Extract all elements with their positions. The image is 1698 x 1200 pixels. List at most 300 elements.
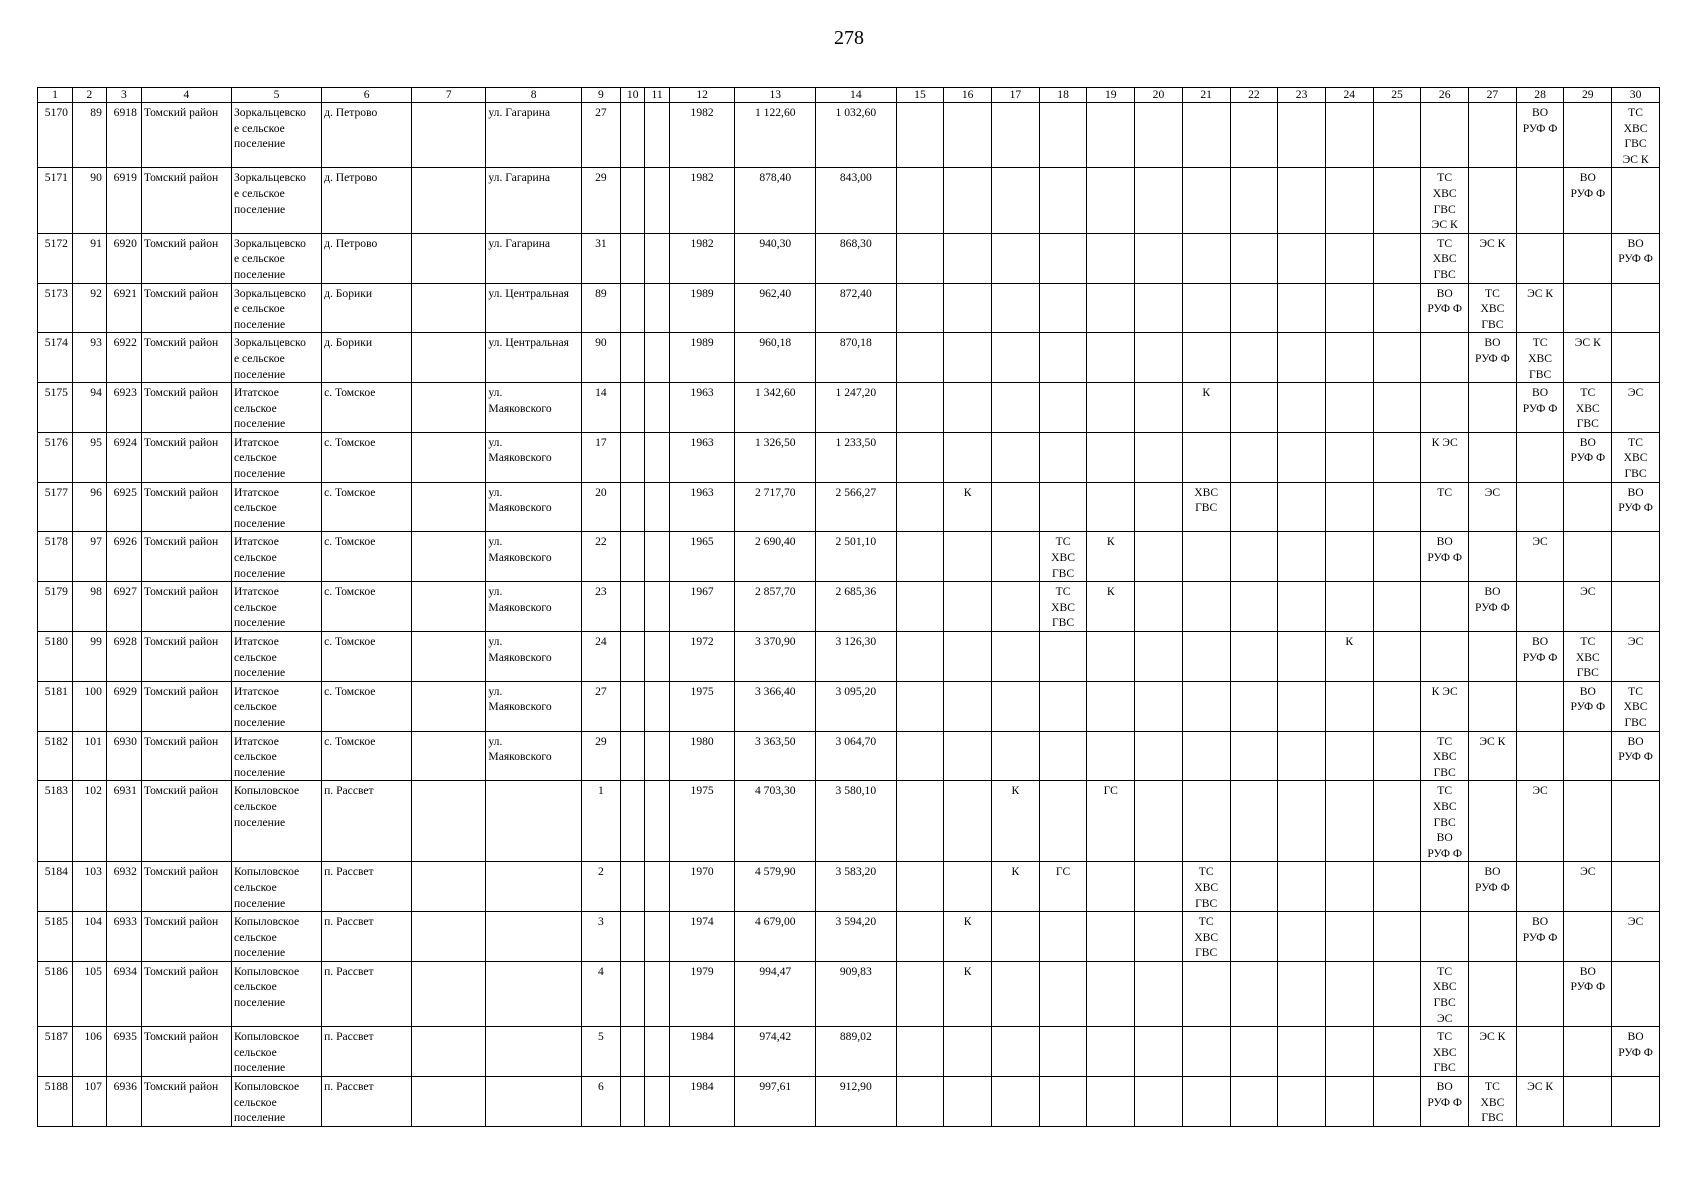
cell-col-14: 1 247,20 [816,383,897,433]
cell-col-24 [1325,532,1373,582]
cell-col-30 [1612,582,1660,632]
cell-col-7 [412,333,486,383]
cell-col-22 [1230,532,1278,582]
cell-line: ТС [1437,171,1453,185]
cell-col-2: 100 [72,681,106,731]
cell-col-2: 92 [72,283,106,333]
cell-col-26 [1421,168,1469,233]
cell-col-13: 1 342,60 [735,383,816,433]
cell-col-4: Томский район [141,632,231,682]
cell-col-26 [1421,1077,1469,1127]
cell-line: сельское [233,551,277,565]
cell-col-16 [944,582,992,632]
cell-col-15 [896,168,944,233]
cell-col-18 [1039,383,1087,433]
cell-col-24 [1325,168,1373,233]
cell-line: ул. Гагарина [488,106,551,119]
cell-line: сельское [233,700,277,714]
cell-col-30 [1612,681,1660,731]
cell-col-30 [1612,532,1660,582]
cell-col-18 [1039,532,1087,582]
cell-col-7 [412,582,486,632]
cell-col-25 [1373,731,1421,781]
cell-col-7 [412,912,486,962]
cell-col-10 [621,912,645,962]
cell-line: ГВС [1624,467,1647,481]
cell-col-22 [1230,103,1278,168]
cell-line: РУФ Ф [1475,880,1510,894]
cell-col-6: д. Петрово [322,233,412,283]
cell-col-24 [1325,582,1373,632]
cell-col-28 [1516,681,1564,731]
cell-col-21 [1182,383,1230,433]
column-header-16: 16 [944,88,992,103]
cell-col-3: 6920 [106,233,141,283]
cell-col-10 [621,681,645,731]
cell-col-27 [1469,912,1517,962]
cell-line: ГВС [1433,1061,1456,1075]
cell-col-23 [1278,862,1326,912]
cell-line: ГВС [1195,896,1218,910]
cell-col-15 [896,731,944,781]
cell-col-7 [412,1077,486,1127]
cell-line: РУФ Ф [1570,700,1606,714]
cell-col-5 [231,731,321,781]
cell-col-8 [486,283,581,333]
cell-col-30 [1612,168,1660,233]
cell-col-28 [1516,103,1564,168]
cell-line: ул. Гагарина [488,171,551,185]
table-row [38,781,1660,862]
cell-col-30 [1612,731,1660,781]
cell-col-1: 5174 [38,333,73,383]
cell-col-8 [486,961,581,1026]
cell-col-25 [1373,383,1421,433]
cell-col-17 [992,383,1040,433]
cell-col-6: п. Рассвет [322,961,412,1026]
cell-col-2: 93 [72,333,106,383]
cell-col-8 [486,912,581,962]
cell-line: ТС [1437,1030,1453,1044]
cell-col-14: 909,83 [816,961,897,1026]
cell-col-16 [944,233,992,283]
table-row [38,532,1660,582]
cell-col-16 [944,383,992,433]
cell-col-12: 1975 [669,781,735,862]
cell-col-9: 20 [581,482,620,532]
cell-col-8 [486,781,581,862]
cell-col-21 [1182,961,1230,1026]
cell-line: е сельское [233,351,285,365]
table-row [38,168,1660,233]
cell-col-21 [1182,532,1230,582]
cell-line: ЭС К [1479,1030,1506,1044]
cell-col-22 [1230,731,1278,781]
cell-col-7 [412,482,486,532]
cell-line: РУФ Ф [1618,501,1653,515]
cell-col-24 [1325,912,1373,962]
cell-col-14: 1 233,50 [816,432,897,482]
cell-line: РУФ Ф [1522,401,1558,415]
cell-col-22 [1230,632,1278,682]
cell-col-19 [1087,632,1135,682]
cell-col-11 [645,283,669,333]
cell-line: Маяковского [488,600,552,614]
cell-col-5 [231,333,321,383]
cell-col-11 [645,781,669,862]
cell-line: ХВС [1480,302,1505,316]
cell-col-13: 2 717,70 [735,482,816,532]
cell-col-30 [1612,862,1660,912]
cell-line: ВО [1484,585,1501,599]
cell-col-14: 3 095,20 [816,681,897,731]
cell-col-28 [1516,283,1564,333]
cell-col-9: 17 [581,432,620,482]
cell-col-23 [1278,961,1326,1026]
cell-col-4: Томский район [141,1027,231,1077]
cell-col-28 [1516,333,1564,383]
cell-col-11 [645,632,669,682]
cell-col-1: 5183 [38,781,73,862]
cell-col-2: 103 [72,862,106,912]
table-row [38,582,1660,632]
cell-col-4: Томский район [141,862,231,912]
cell-col-11 [645,1077,669,1127]
cell-col-15 [896,383,944,433]
cell-line: сельское [233,451,277,465]
cell-line: ХВС [1432,252,1457,266]
cell-col-3: 6928 [106,632,141,682]
cell-col-22 [1230,681,1278,731]
cell-line: поселение [233,317,286,331]
column-header-3: 3 [106,88,141,103]
cell-line: ТС [1580,386,1596,400]
cell-col-18 [1039,103,1087,168]
cell-col-4: Томский район [141,383,231,433]
cell-col-6: п. Рассвет [322,1027,412,1077]
cell-col-22 [1230,1077,1278,1127]
cell-line: ХВС [1623,451,1648,465]
cell-col-25 [1373,961,1421,1026]
cell-col-17 [992,781,1040,862]
cell-line: ГВС [1576,417,1599,431]
cell-col-21 [1182,283,1230,333]
cell-col-8 [486,862,581,912]
cell-col-14: 889,02 [816,1027,897,1077]
cell-col-14: 2 501,10 [816,532,897,582]
cell-col-16 [944,632,992,682]
cell-line: Копыловское [233,865,300,879]
table-row [38,283,1660,333]
cell-line: ул. [488,585,503,599]
cell-col-1: 5181 [38,681,73,731]
cell-line: ВО [1627,485,1644,499]
cell-col-16 [944,731,992,781]
cell-line: Итатское [233,535,279,549]
cell-col-26 [1421,862,1469,912]
cell-col-15 [896,781,944,862]
cell-col-11 [645,681,669,731]
cell-line: ХВС [1051,600,1075,614]
cell-col-3: 6929 [106,681,141,731]
column-header-17: 17 [992,88,1040,103]
cell-col-12: 1984 [669,1077,735,1127]
cell-col-25 [1373,233,1421,283]
cell-line: ТС [1437,734,1453,748]
cell-col-15 [896,1027,944,1077]
cell-col-25 [1373,1077,1421,1127]
cell-line: Маяковского [488,451,552,465]
cell-col-5 [231,781,321,862]
cell-col-20 [1135,532,1183,582]
cell-col-9: 14 [581,383,620,433]
cell-col-24 [1325,1027,1373,1077]
cell-col-22 [1230,961,1278,1026]
cell-line: ГВС [1576,666,1599,680]
cell-col-1: 5187 [38,1027,73,1077]
cell-col-18 [1039,1077,1087,1127]
cell-col-18 [1039,283,1087,333]
cell-line: ХВС [1432,186,1457,200]
cell-col-13: 940,30 [735,233,816,283]
cell-col-23 [1278,632,1326,682]
cell-line: поселение [233,367,286,381]
cell-col-7 [412,283,486,333]
cell-col-14: 870,18 [816,333,897,383]
cell-col-22 [1230,233,1278,283]
cell-col-20 [1135,961,1183,1026]
cell-line: ВО [1627,734,1644,748]
cell-col-16 [944,432,992,482]
cell-col-27 [1469,432,1517,482]
cell-line: поселение [233,1061,286,1075]
cell-col-21 [1182,233,1230,283]
cell-col-11 [645,961,669,1026]
cell-col-7 [412,862,486,912]
column-header-19: 19 [1087,88,1135,103]
cell-col-15 [896,681,944,731]
cell-col-22 [1230,862,1278,912]
cell-col-20 [1135,912,1183,962]
cell-col-3: 6936 [106,1077,141,1127]
cell-col-19 [1087,681,1135,731]
cell-col-27 [1469,233,1517,283]
cell-col-16 [944,912,992,962]
cell-col-8 [486,731,581,781]
cell-col-5 [231,912,321,962]
cell-col-12: 1974 [669,912,735,962]
cell-col-6: с. Томское [322,432,412,482]
cell-col-26 [1421,383,1469,433]
cell-col-14: 2 566,27 [816,482,897,532]
cell-col-3: 6933 [106,912,141,962]
cell-col-4: Томский район [141,333,231,383]
cell-col-16 [944,482,992,532]
cell-col-15 [896,912,944,962]
cell-col-2: 101 [72,731,106,781]
cell-line: ЭС К [1431,218,1458,232]
cell-col-30 [1612,1077,1660,1127]
cell-line: Зоркальцевско [233,286,306,300]
cell-col-20 [1135,781,1183,862]
cell-col-17 [992,681,1040,731]
cell-col-30 [1612,912,1660,962]
cell-line: ул. [488,435,503,449]
cell-line: сельское [233,1095,277,1109]
cell-col-18 [1039,432,1087,482]
table-row [38,912,1660,962]
cell-line: поселение [233,566,286,580]
cell-col-14: 843,00 [816,168,897,233]
cell-line: ул. Центральная [488,286,569,300]
cell-col-20 [1135,582,1183,632]
cell-col-13: 1 326,50 [735,432,816,482]
cell-col-5 [231,482,321,532]
cell-col-5 [231,1077,321,1127]
cell-col-27 [1469,283,1517,333]
cell-col-22 [1230,283,1278,333]
cell-col-15 [896,233,944,283]
cell-col-16 [944,862,992,912]
cell-col-12: 1982 [669,233,735,283]
cell-col-13: 974,42 [735,1027,816,1077]
cell-col-2: 91 [72,233,106,283]
cell-col-23 [1278,482,1326,532]
cell-col-4: Томский район [141,482,231,532]
cell-col-21 [1182,333,1230,383]
cell-line: Маяковского [488,551,552,565]
cell-col-9: 2 [581,862,620,912]
cell-col-27 [1469,168,1517,233]
cell-col-21 [1182,1077,1230,1127]
cell-line: ГВС [1624,715,1647,729]
cell-line: ул. [488,635,503,648]
cell-col-22 [1230,333,1278,383]
cell-col-26 [1421,912,1469,962]
cell-line: Копыловское [233,1030,300,1044]
cell-col-9: 29 [581,731,620,781]
cell-col-28 [1516,532,1564,582]
cell-col-18 [1039,681,1087,731]
cell-line: сельское [233,1045,277,1059]
table-row [38,233,1660,283]
cell-col-9: 89 [581,283,620,333]
cell-line: ГС [1055,865,1071,879]
cell-line: сельское [233,600,277,614]
cell-line: Копыловское [233,915,300,929]
cell-col-24 [1325,333,1373,383]
cell-col-28 [1516,482,1564,532]
cell-col-29 [1564,432,1612,482]
cell-line: ВО [1627,1030,1644,1044]
cell-line: К [963,915,972,929]
cell-col-12: 1980 [669,731,735,781]
cell-col-16 [944,532,992,582]
table-row [38,961,1660,1026]
cell-col-28 [1516,781,1564,862]
cell-col-19 [1087,582,1135,632]
cell-line: ВО [1532,635,1549,648]
cell-col-25 [1373,582,1421,632]
cell-col-4: Томский район [141,731,231,781]
cell-col-5 [231,432,321,482]
cell-col-3: 6932 [106,862,141,912]
cell-line: Маяковского [488,650,552,664]
cell-col-26 [1421,961,1469,1026]
cell-line: поселение [233,765,286,779]
cell-col-5 [231,168,321,233]
column-header-18: 18 [1039,88,1087,103]
cell-col-10 [621,582,645,632]
cell-line: РУФ Ф [1570,451,1606,465]
cell-col-3: 6925 [106,482,141,532]
cell-line: ул. [488,535,503,549]
cell-col-6: с. Томское [322,681,412,731]
cell-col-19 [1087,862,1135,912]
cell-col-17 [992,482,1040,532]
cell-col-25 [1373,681,1421,731]
cell-col-7 [412,383,486,433]
cell-line: ТС [1532,336,1548,350]
cell-col-21 [1182,103,1230,168]
cell-col-23 [1278,383,1326,433]
cell-col-1: 5177 [38,482,73,532]
cell-col-20 [1135,1077,1183,1127]
cell-line: поселение [233,417,286,431]
column-header-11: 11 [645,88,669,103]
cell-col-2: 107 [72,1077,106,1127]
cell-line: ЭС К [1574,336,1601,350]
cell-col-6: с. Томское [322,383,412,433]
cell-col-23 [1278,333,1326,383]
cell-col-28 [1516,961,1564,1026]
cell-line: поселение [233,467,286,481]
cell-line: е сельское [233,121,285,135]
cell-col-11 [645,233,669,283]
cell-col-7 [412,1027,486,1077]
cell-col-11 [645,582,669,632]
cell-line: ЭС К [1479,734,1506,748]
cell-col-5 [231,961,321,1026]
cell-col-28 [1516,731,1564,781]
cell-col-30 [1612,432,1660,482]
cell-col-24 [1325,432,1373,482]
cell-col-6: д. Борики [322,333,412,383]
cell-col-30 [1612,233,1660,283]
cell-col-22 [1230,781,1278,862]
cell-col-25 [1373,632,1421,682]
cell-line: поселение [233,267,286,281]
cell-col-21 [1182,731,1230,781]
cell-line: К [1202,386,1211,400]
cell-line: ТС [1628,684,1643,698]
cell-col-16 [944,781,992,862]
cell-line: ЭС К [1479,236,1506,250]
cell-col-23 [1278,681,1326,731]
cell-col-22 [1230,168,1278,233]
cell-col-15 [896,333,944,383]
cell-col-15 [896,1077,944,1127]
cell-col-29 [1564,532,1612,582]
cell-col-7 [412,168,486,233]
cell-line: Итатское [233,585,279,599]
cell-col-24 [1325,731,1373,781]
cell-col-8 [486,333,581,383]
cell-col-28 [1516,1027,1564,1077]
cell-line: Копыловское [233,1080,300,1094]
cell-col-14: 3 594,20 [816,912,897,962]
cell-col-11 [645,1027,669,1077]
